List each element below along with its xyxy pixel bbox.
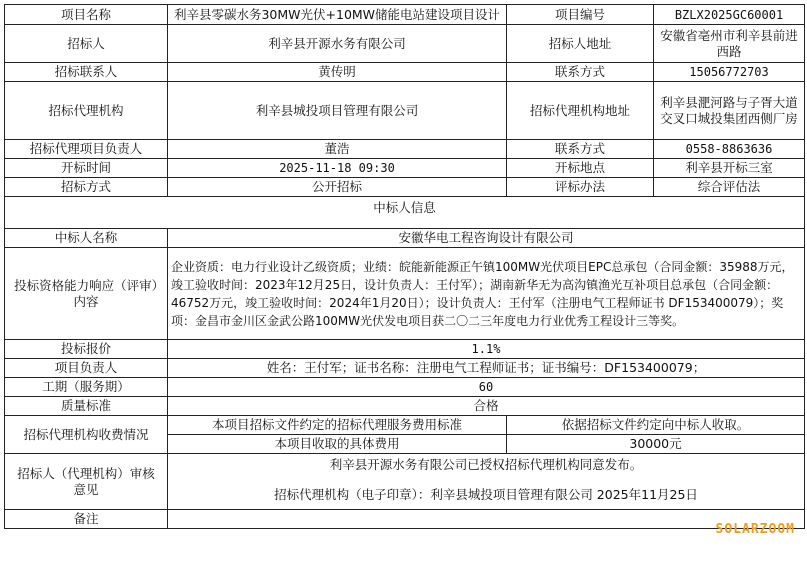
row-project-lead bbox=[5, 359, 805, 378]
eval-label: 评标办法 bbox=[507, 178, 654, 197]
bid-result-table-wrapper bbox=[4, 4, 804, 529]
review-label: 招标人（代理机构）审核意见 bbox=[5, 454, 168, 510]
row-method bbox=[5, 178, 805, 197]
agency-address-label: 招标代理机构地址 bbox=[507, 82, 654, 140]
open-time-label: 开标时间 bbox=[5, 159, 168, 178]
fee-standard-label: 本项目招标文件约定的招标代理服务费用标准 bbox=[168, 416, 507, 435]
row-tender-contact bbox=[5, 63, 805, 82]
row-duration bbox=[5, 378, 805, 397]
row-winner-name bbox=[5, 229, 805, 248]
agency-phone-value: 0558-8863636 bbox=[654, 140, 805, 159]
duration-value: 60 bbox=[168, 378, 805, 397]
row-qualification bbox=[5, 248, 805, 340]
bid-price-label: 投标报价 bbox=[5, 340, 168, 359]
tenderer-label: 招标人 bbox=[5, 25, 168, 63]
contact-phone-value: 15056772703 bbox=[654, 63, 805, 82]
project-no-label: 项目编号 bbox=[507, 5, 654, 25]
project-no-value: BZLX2025GC60001 bbox=[654, 5, 805, 25]
row-remark bbox=[5, 510, 805, 529]
row-bid-price bbox=[5, 340, 805, 359]
qualification-label: 投标资格能力响应（评审）内容 bbox=[5, 248, 168, 340]
watermark-logo: SOLARZOOM bbox=[715, 522, 795, 537]
bid-price-value: 1.1% bbox=[168, 340, 805, 359]
agency-label: 招标代理机构 bbox=[5, 82, 168, 140]
project-name-value: 利辛县零碳水务30MW光伏+10MW储能电站建设项目设计 bbox=[168, 5, 507, 25]
row-agency-lead bbox=[5, 140, 805, 159]
row-winner-section bbox=[5, 197, 805, 229]
row-review bbox=[5, 454, 805, 510]
method-value: 公开招标 bbox=[168, 178, 507, 197]
agency-value: 利辛县城投项目管理有限公司 bbox=[168, 82, 507, 140]
fee-amount-label: 本项目收取的具体费用 bbox=[168, 435, 507, 454]
tender-contact-label: 招标联系人 bbox=[5, 63, 168, 82]
duration-label: 工期（服务期） bbox=[5, 378, 168, 397]
method-label: 招标方式 bbox=[5, 178, 168, 197]
row-agency bbox=[5, 82, 805, 140]
review-signature: 招标代理机构（电子印章）：利辛县城投项目管理有限公司 2025年11月25日 bbox=[274, 487, 698, 502]
agency-address-value: 利辛县淝河路与子胥大道交叉口城投集团西侧厂房 bbox=[654, 82, 805, 140]
review-spacer bbox=[171, 473, 801, 487]
row-project-name bbox=[5, 5, 805, 25]
fee-label: 招标代理机构收费情况 bbox=[5, 416, 168, 454]
winner-section-heading: 中标人信息 bbox=[5, 197, 805, 229]
project-lead-value: 姓名：王付军；证书名称：注册电气工程师证书；证书编号：DF153400079； bbox=[168, 359, 805, 378]
contact-label-2: 联系方式 bbox=[507, 140, 654, 159]
winner-name-value: 安徽华电工程咨询设计有限公司 bbox=[168, 229, 805, 248]
winner-name-label: 中标人名称 bbox=[5, 229, 168, 248]
row-quality bbox=[5, 397, 805, 416]
quality-label: 质量标准 bbox=[5, 397, 168, 416]
open-place-value: 利辛县开标三室 bbox=[654, 159, 805, 178]
open-time-value: 2025-11-18 09:30 bbox=[168, 159, 507, 178]
remark-value bbox=[168, 510, 805, 529]
bid-result-table bbox=[4, 4, 805, 529]
project-lead-label: 项目负责人 bbox=[5, 359, 168, 378]
project-name-label: 项目名称 bbox=[5, 5, 168, 25]
tender-contact-value: 黄传明 bbox=[168, 63, 507, 82]
agency-lead-label: 招标代理项目负责人 bbox=[5, 140, 168, 159]
review-text: 利辛县开源水务有限公司已授权招标代理机构同意发布。 bbox=[329, 457, 643, 472]
fee-amount-value: 30000元 bbox=[507, 435, 805, 454]
eval-value: 综合评估法 bbox=[654, 178, 805, 197]
remark-label: 备注 bbox=[5, 510, 168, 529]
fee-standard-value: 依据招标文件约定向中标人收取。 bbox=[507, 416, 805, 435]
row-tenderer bbox=[5, 25, 805, 63]
tenderer-value: 利辛县开源水务有限公司 bbox=[168, 25, 507, 63]
row-fee-standard bbox=[5, 416, 805, 435]
agency-lead-value: 董浩 bbox=[168, 140, 507, 159]
qualification-value: 企业资质：电力行业设计乙级资质；业绩：皖能新能源正午镇100MW光伏项目EPC总承包（合同金额：35988万元，竣工验收时间：2023年12月25日，设计负责人：王付军）；湖南新华无为高沟镇渔光互补项目总承包（合同金额：46752万元，竣工验收时间：2024年1月20日）；设计负责人：王付军（注册电气工程师证书 DF153400079）；奖项：金昌市金川区金武公路100MW光伏发电项目获二〇二三年度电力行业优秀工程设计三等奖。 bbox=[168, 248, 805, 340]
quality-value: 合格 bbox=[168, 397, 805, 416]
open-place-label: 开标地点 bbox=[507, 159, 654, 178]
contact-label: 联系方式 bbox=[507, 63, 654, 82]
row-open-time bbox=[5, 159, 805, 178]
tenderer-address-label: 招标人地址 bbox=[507, 25, 654, 63]
review-cell bbox=[168, 454, 805, 510]
tenderer-address-value: 安徽省亳州市利辛县前进西路 bbox=[654, 25, 805, 63]
